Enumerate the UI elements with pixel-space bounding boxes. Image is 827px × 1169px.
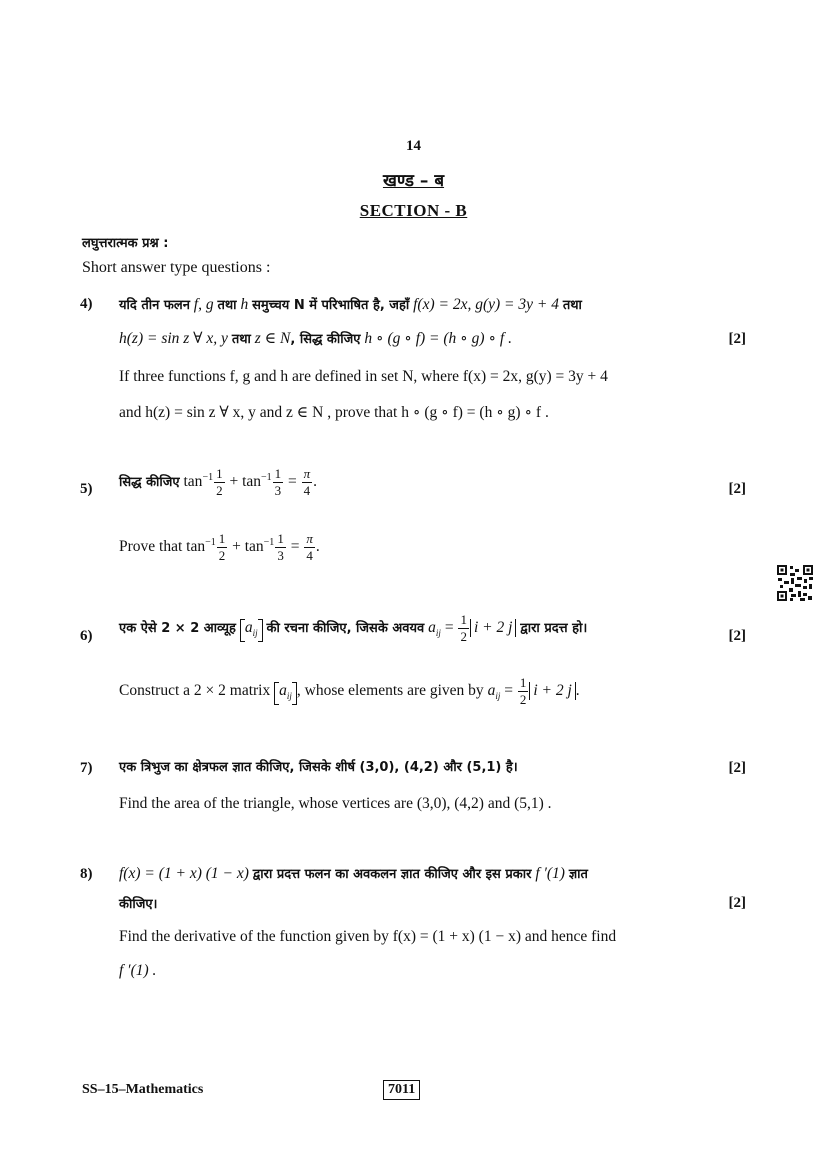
question-6-marks: [2] [728,628,746,644]
question-7-marks: [2] [728,760,746,776]
question-8-english-line-1: Find the derivative of the function given by f(x) = (1 + x) (1 − x) and hence find [119,928,617,945]
section-title-english: SECTION - B [359,201,468,220]
footer-subject-code: SS–15–Mathematics [82,1082,204,1097]
subheading-english: Short answer type questions : [82,259,271,276]
question-4-english-line-2: and h(z) = sin z ∀ x, y and z ∈ N , prove that h ∘ (g ∘ f) = (h ∘ g) ∘ f . [119,404,549,421]
question-8-hindi-line-1: f(x) = (1 + x) (1 − x) द्वारा प्रदत्त फलन का अवकलन ज्ञात कीजिए और इस प्रकार f ′(1) ज्ञात [119,865,588,882]
question-5-marks: [2] [728,481,746,497]
question-4-marks: [2] [728,331,746,347]
question-8-hindi-line-2: कीजिए। [119,897,158,912]
question-6-hindi: एक ऐसे 2 × 2 आव्यूह $a_{ij}$ की रचना कीजिए, जिसके अवयव $a_{ij}$ = $\frac{1}{2}$ i + 2 j द्वारा प्रदत्त हो। [119,612,588,644]
question-7-hindi: एक त्रिभुज का क्षेत्रफल ज्ञात कीजिए, जिसके शीर्ष (3,0), (4,2) और (5,1) है। [119,760,518,775]
question-8-number: 8) [80,866,93,882]
question-6-english: Construct a 2 × 2 matrix $a_{ij}$ , whose elements are given by $a_{ij}$ = $\frac{1}{2}$ i + 2 j . [119,675,580,707]
question-6-number: 6) [80,628,93,644]
question-4-hindi-line-1: यदि तीन फलन f, g तथा h समुच्चय N में परिभाषित है, जहाँ f(x) = 2x, g(y) = 3y + 4 तथा [119,296,582,313]
qr-code-icon [776,564,814,602]
question-4-hindi-line-2: h(z) = sin z ∀ x, y तथा z ∈ N, सिद्ध कीजिए h ∘ (g ∘ f) = (h ∘ g) ∘ f . [119,330,512,347]
question-8-english-line-2: f ′(1) . [119,962,157,979]
question-5-english: Prove that $\tan^{-1}$ $\frac{1}{2}$ + $\tan^{-1}$ $\frac{1}{3}$ = $\frac{\pi}{4}$ . [119,531,320,563]
question-5-hindi: सिद्ध कीजिए $\tan^{-1}$ $\frac{1}{2}$ + $\tan^{-1}$ $\frac{1}{3}$ = $\frac{\pi}{4}$ . [119,466,318,498]
question-8-marks: [2] [728,895,746,911]
subheading-hindi: लघुत्तरात्मक प्रश्न : [82,236,169,251]
page-number: 14 [406,138,421,154]
footer-paper-code: 7011 [383,1080,420,1100]
question-4-number: 4) [80,296,93,312]
question-5-number: 5) [80,481,93,497]
question-4-english-line-1: If three functions f, g and h are defined in set N, where f(x) = 2x, g(y) = 3y + 4 [119,368,608,385]
section-title-hindi: खण्ड – ब [382,171,445,191]
question-7-english: Find the area of the triangle, whose vertices are (3,0), (4,2) and (5,1) . [119,795,552,812]
question-7-number: 7) [80,760,93,776]
